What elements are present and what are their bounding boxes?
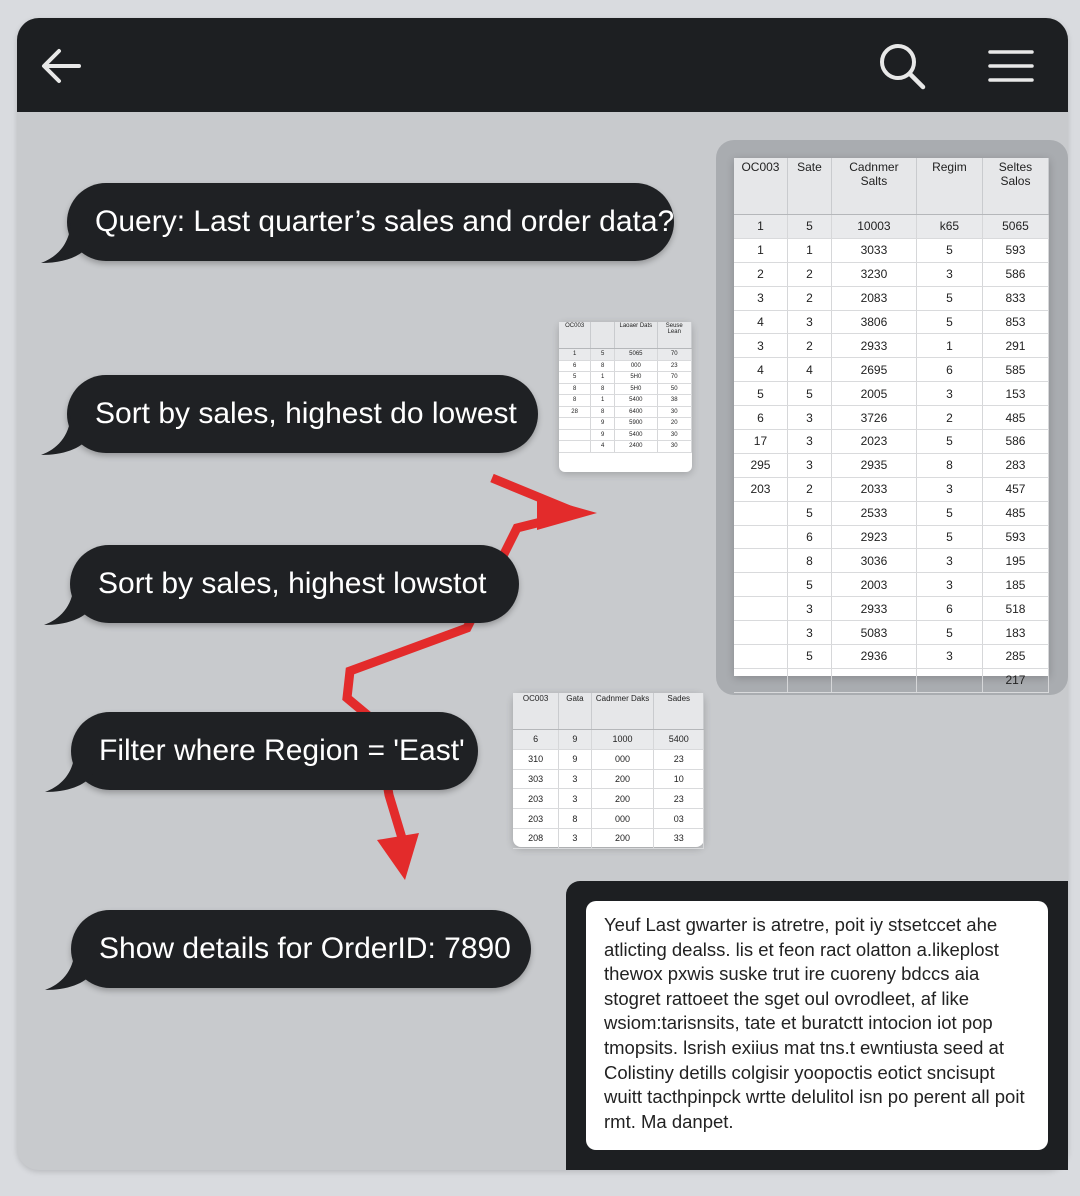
column-header[interactable]: Cadnmer Daks [591, 693, 654, 730]
table-row[interactable] [513, 769, 704, 789]
table-row[interactable] [513, 809, 704, 829]
table-cell: 1 [916, 334, 982, 358]
table-cell: 5 [916, 310, 982, 334]
back-button[interactable] [39, 46, 87, 86]
table-cell: 3033 [831, 238, 916, 262]
table-row[interactable] [734, 334, 1049, 358]
column-header[interactable]: Sate [787, 158, 831, 215]
table-cell [734, 597, 787, 621]
table-cell: 593 [982, 525, 1048, 549]
table-cell: 5 [916, 525, 982, 549]
table-row[interactable] [734, 453, 1049, 477]
table-cell: 295 [734, 453, 787, 477]
table-header-row [513, 693, 704, 730]
table-cell: 5 [916, 621, 982, 645]
table-cell: 2 [734, 262, 787, 286]
table-cell: 5 [787, 501, 831, 525]
table-row[interactable] [513, 749, 704, 769]
table-cell: 2923 [831, 525, 916, 549]
table-cell: 585 [982, 358, 1048, 382]
column-header[interactable]: Laoaer Dats [615, 322, 657, 349]
table-cell: 586 [982, 430, 1048, 454]
table-cell: 33 [654, 828, 704, 848]
table-row[interactable] [734, 525, 1049, 549]
table-row[interactable] [559, 406, 692, 418]
table-cell: 5 [559, 372, 591, 384]
table-cell: 1 [559, 349, 591, 361]
table-cell: 2400 [615, 441, 657, 453]
table-cell: 30 [657, 406, 691, 418]
table-row[interactable] [513, 730, 704, 750]
table-cell: 853 [982, 310, 1048, 334]
table-row[interactable] [559, 372, 692, 384]
table-cell: 5065 [982, 215, 1048, 239]
table-cell: 4 [734, 358, 787, 382]
table-cell: 1 [591, 395, 615, 407]
table-cell: 3 [916, 645, 982, 669]
table-cell: 5 [734, 382, 787, 406]
table-row[interactable] [734, 286, 1049, 310]
table-cell: 5 [591, 349, 615, 361]
query-bubble[interactable] [67, 183, 674, 261]
table-cell: 2933 [831, 597, 916, 621]
results-panel [716, 140, 1068, 695]
table-cell: 10 [654, 769, 704, 789]
table-cell: 485 [982, 501, 1048, 525]
mini-table [559, 322, 692, 453]
table-cell: 283 [982, 453, 1048, 477]
table-cell: 3230 [831, 262, 916, 286]
table-cell: 000 [591, 809, 654, 829]
table-cell: 6400 [615, 406, 657, 418]
table-cell [734, 668, 787, 692]
table-row[interactable] [734, 310, 1049, 334]
table-cell: 38 [657, 395, 691, 407]
table-cell: 2 [787, 477, 831, 501]
table-cell: 6 [787, 525, 831, 549]
arrow-left-icon [39, 46, 87, 86]
table-cell: 3 [916, 549, 982, 573]
sort-bubble-1[interactable] [67, 375, 538, 453]
table-cell: 5 [787, 645, 831, 669]
table-cell: 6 [916, 358, 982, 382]
table-cell [916, 668, 982, 692]
table-cell: 8 [559, 383, 591, 395]
table-cell: 8 [591, 383, 615, 395]
table-cell [559, 429, 591, 441]
table-cell: 5083 [831, 621, 916, 645]
table-cell: 2033 [831, 477, 916, 501]
table-cell: 23 [654, 789, 704, 809]
table-cell: 5H0 [615, 383, 657, 395]
table-cell: 183 [982, 621, 1048, 645]
table-row[interactable] [559, 429, 692, 441]
table-row[interactable] [559, 395, 692, 407]
table-cell: 30 [657, 429, 691, 441]
table-cell: 203 [513, 809, 559, 829]
mini-result-table [559, 322, 692, 472]
bubble-text: Filter where Region = 'East' [99, 734, 465, 767]
table-cell: 10003 [831, 215, 916, 239]
table-cell: 8 [559, 809, 591, 829]
table-cell: 5 [787, 573, 831, 597]
table-cell: 1 [734, 215, 787, 239]
table-cell: 153 [982, 382, 1048, 406]
bubble-text: Sort by sales, highest lowstot [98, 567, 487, 600]
column-header[interactable] [591, 322, 615, 349]
table-row[interactable] [734, 501, 1049, 525]
table-cell: 5400 [654, 730, 704, 750]
table-cell: 2 [787, 334, 831, 358]
table-cell: 6 [734, 406, 787, 430]
table-cell [734, 573, 787, 597]
table-cell: 3 [916, 382, 982, 406]
table-cell: 23 [654, 749, 704, 769]
table-cell: 28 [559, 406, 591, 418]
table-row[interactable] [513, 789, 704, 809]
table-cell: 3 [916, 477, 982, 501]
table-row[interactable] [734, 382, 1049, 406]
column-header[interactable]: OC003 [559, 322, 591, 349]
table-cell: 518 [982, 597, 1048, 621]
table-cell: 4 [591, 441, 615, 453]
table-row[interactable] [559, 418, 692, 430]
bubble-text: Sort by sales, highest do lowest [95, 397, 517, 430]
table-cell: 30 [657, 441, 691, 453]
filtered-result-table [513, 693, 704, 847]
table-cell: 1000 [591, 730, 654, 750]
table-cell: 5 [916, 238, 982, 262]
table-cell [831, 668, 916, 692]
bubble-tail [41, 223, 89, 263]
table-cell: 457 [982, 477, 1048, 501]
table-row[interactable] [559, 441, 692, 453]
table-cell [734, 645, 787, 669]
table-cell: 5 [787, 382, 831, 406]
table-cell: 4 [787, 358, 831, 382]
bubble-tail [45, 752, 93, 792]
table-cell: 2936 [831, 645, 916, 669]
table-cell: 291 [982, 334, 1048, 358]
table-row[interactable] [734, 406, 1049, 430]
table-cell: 3726 [831, 406, 916, 430]
filter-bubble[interactable] [71, 712, 478, 790]
table-cell: 200 [591, 769, 654, 789]
search-icon [877, 42, 927, 90]
app-frame [17, 18, 1068, 1170]
table-cell: 000 [615, 360, 657, 372]
sales-table [734, 158, 1049, 693]
table-cell: 3 [916, 262, 982, 286]
mid-table [513, 693, 704, 849]
table-cell: 9 [559, 730, 591, 750]
table-cell: 6 [513, 730, 559, 750]
table-cell: 203 [513, 789, 559, 809]
bubble-text: Show details for OrderID: 7890 [99, 932, 511, 965]
table-cell: 8 [787, 549, 831, 573]
table-cell [734, 549, 787, 573]
table-cell [559, 418, 591, 430]
table-cell: 5H0 [615, 372, 657, 384]
table-cell [734, 621, 787, 645]
table-row[interactable] [734, 477, 1049, 501]
details-bubble[interactable] [71, 910, 531, 988]
table-cell: 3 [559, 769, 591, 789]
table-cell: 2 [787, 286, 831, 310]
table-cell: 310 [513, 749, 559, 769]
table-cell: 285 [982, 645, 1048, 669]
table-cell: 3 [916, 573, 982, 597]
table-cell: 9 [559, 749, 591, 769]
table-cell: 3 [787, 597, 831, 621]
table-cell: 8 [591, 406, 615, 418]
table-cell: 2005 [831, 382, 916, 406]
table-row[interactable] [734, 573, 1049, 597]
table-cell: 195 [982, 549, 1048, 573]
table-cell: 2083 [831, 286, 916, 310]
table-cell: 1 [734, 238, 787, 262]
table-cell: 5065 [615, 349, 657, 361]
table-row[interactable] [734, 358, 1049, 382]
table-row[interactable] [734, 215, 1049, 239]
table-cell: 2 [916, 406, 982, 430]
table-cell: 3036 [831, 549, 916, 573]
table-cell: 5 [916, 430, 982, 454]
table-cell: 2003 [831, 573, 916, 597]
table-cell: 5900 [615, 418, 657, 430]
table-row[interactable] [559, 349, 692, 361]
table-cell: 3 [787, 621, 831, 645]
table-cell: 50 [657, 383, 691, 395]
table-cell: 2 [787, 262, 831, 286]
table-row[interactable] [734, 430, 1049, 454]
table-cell [787, 668, 831, 692]
table-cell [734, 501, 787, 525]
table-cell: 000 [591, 749, 654, 769]
order-details-text: Yeuf Last gwarter is atretre, poit iy stsetccet ahe atlicting dealss. lis et feon ract olatton a.likeplost thewox pxwis suske trut ire cuoreny bdccs aia stogret rattoeet the sget oul ovrodleet, af like wsiom:tarisnsits, tate et buratctt intocion iot pop tmopsits. lsrish exiius mat tns.t ewntiusta seed at Colistiny detills colgisir yoopoctis eotict sncisupt wuitt tacthpinpck wrtte delulitol isn po perent all poit rmt. Ma danpet. [586, 901, 1048, 1150]
table-cell: 485 [982, 406, 1048, 430]
table-cell: 1 [787, 238, 831, 262]
table-row[interactable] [734, 621, 1049, 645]
table-cell: 2933 [831, 334, 916, 358]
column-header[interactable]: Sades [654, 693, 704, 730]
table-cell: 17 [734, 430, 787, 454]
table-cell: 1 [591, 372, 615, 384]
table-row[interactable] [559, 383, 692, 395]
table-cell: 2935 [831, 453, 916, 477]
order-details-panel [566, 881, 1068, 1170]
table-row[interactable] [734, 668, 1049, 692]
column-header[interactable]: OC003 [513, 693, 559, 730]
table-cell: 70 [657, 372, 691, 384]
table-cell: 3 [787, 453, 831, 477]
column-header[interactable]: Cadnmer Salts [831, 158, 916, 215]
table-cell: 5400 [615, 395, 657, 407]
top-app-bar [17, 18, 1068, 112]
table-cell: 3 [787, 406, 831, 430]
bubble-tail [44, 585, 92, 625]
table-cell [559, 441, 591, 453]
column-header[interactable]: Gata [559, 693, 591, 730]
table-cell: 200 [591, 828, 654, 848]
table-row[interactable] [734, 262, 1049, 286]
table-cell: 4 [734, 310, 787, 334]
table-cell: 3 [559, 789, 591, 809]
table-cell: 203 [734, 477, 787, 501]
hamburger-menu-icon [987, 46, 1035, 86]
table-header-row [559, 322, 692, 349]
menu-button[interactable] [987, 46, 1035, 86]
table-row[interactable] [734, 549, 1049, 573]
table-row[interactable] [734, 238, 1049, 262]
table-cell: 03 [654, 809, 704, 829]
column-header[interactable]: OC003 [734, 158, 787, 215]
table-row[interactable] [559, 360, 692, 372]
bubble-tail [45, 950, 93, 990]
column-header[interactable]: Seuse Lean [657, 322, 691, 349]
table-cell: 8 [591, 360, 615, 372]
table-cell: 303 [513, 769, 559, 789]
table-cell: 8 [559, 395, 591, 407]
table-cell: 20 [657, 418, 691, 430]
table-cell: 833 [982, 286, 1048, 310]
table-cell: 200 [591, 789, 654, 809]
table-cell: 5 [916, 286, 982, 310]
table-cell: 3 [787, 310, 831, 334]
table-cell: 5 [787, 215, 831, 239]
table-cell: 70 [657, 349, 691, 361]
column-header[interactable]: Regim [916, 158, 982, 215]
table-cell: 9 [591, 429, 615, 441]
table-cell: 23 [657, 360, 691, 372]
table-cell: 2023 [831, 430, 916, 454]
sales-table-card [734, 158, 1049, 688]
table-cell: 5400 [615, 429, 657, 441]
bubble-tail [41, 415, 89, 455]
table-cell: 3806 [831, 310, 916, 334]
table-header-row [734, 158, 1049, 215]
table-cell: 3 [787, 430, 831, 454]
table-cell: 9 [591, 418, 615, 430]
table-cell: 5 [916, 501, 982, 525]
table-row[interactable] [513, 828, 704, 848]
bubble-text: Query: Last quarter’s sales and order data? [95, 205, 675, 238]
table-cell: 185 [982, 573, 1048, 597]
table-cell: 8 [916, 453, 982, 477]
column-header[interactable]: Seltes Salos [982, 158, 1048, 215]
table-cell: 3 [734, 334, 787, 358]
table-cell: 3 [559, 828, 591, 848]
table-cell: 6 [916, 597, 982, 621]
table-cell: 2695 [831, 358, 916, 382]
table-cell: 586 [982, 262, 1048, 286]
table-row[interactable] [734, 645, 1049, 669]
table-row[interactable] [734, 597, 1049, 621]
sort-bubble-2[interactable] [70, 545, 519, 623]
table-cell: 208 [513, 828, 559, 848]
table-cell [734, 525, 787, 549]
table-cell: k65 [916, 215, 982, 239]
table-cell: 3 [734, 286, 787, 310]
table-cell: 2533 [831, 501, 916, 525]
table-cell: 6 [559, 360, 591, 372]
table-cell: 593 [982, 238, 1048, 262]
table-cell: 217 [982, 668, 1048, 692]
search-button[interactable] [877, 42, 927, 90]
